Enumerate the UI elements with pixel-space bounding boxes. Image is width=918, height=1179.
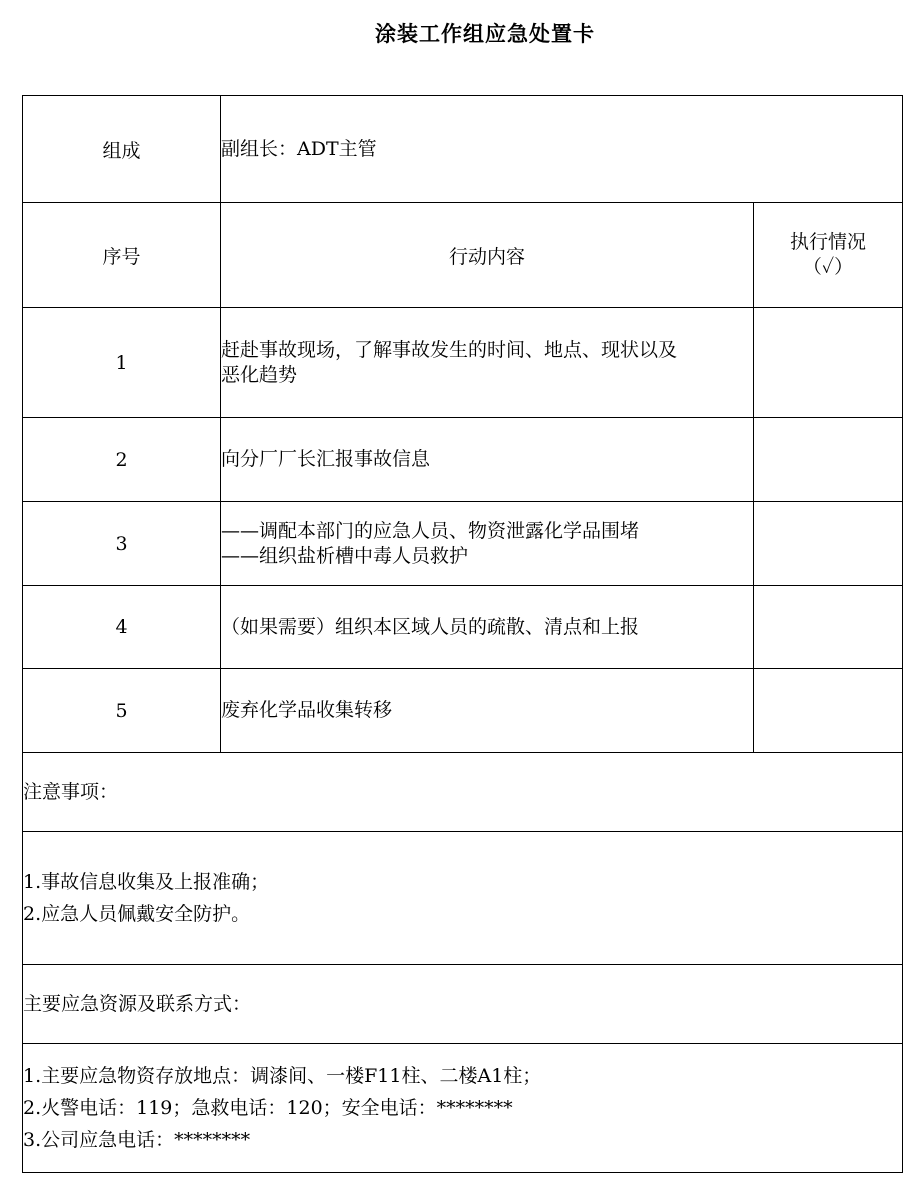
row-status-cell[interactable] xyxy=(754,502,903,586)
row-number: 1 xyxy=(23,308,221,418)
row-status-cell[interactable] xyxy=(754,308,903,418)
resources-heading: 主要应急资源及联系方式： xyxy=(23,965,903,1044)
table-row xyxy=(23,308,903,418)
composition-label: 组成 xyxy=(23,96,221,203)
emergency-card-table xyxy=(22,95,903,1173)
row-number: 4 xyxy=(23,586,221,669)
row-number: 5 xyxy=(23,669,221,753)
row-content: 废弃化学品收集转移 xyxy=(221,669,754,753)
resources-body-row xyxy=(23,1044,903,1173)
composition-value: 副组长：ADT主管 xyxy=(221,96,903,203)
resource-item: 2.火警电话：119；急救电话：120；安全电话：******** xyxy=(23,1097,513,1119)
note-item: 1.事故信息收集及上报准确； xyxy=(23,871,270,893)
table-row xyxy=(23,669,903,753)
row-status-cell[interactable] xyxy=(754,669,903,753)
note-item: 2.应急人员佩戴安全防护。 xyxy=(23,903,251,925)
resources-body xyxy=(23,1044,903,1173)
status-header-mark: （✓） xyxy=(802,256,854,278)
seq-header: 序号 xyxy=(23,203,221,308)
row-content: 赶赴事故现场，了解事故发生的时间、地点、现状以及 恶化趋势 xyxy=(221,308,754,418)
header-row xyxy=(23,203,903,308)
row-number: 3 xyxy=(23,502,221,586)
table-row xyxy=(23,418,903,502)
row-number: 2 xyxy=(23,418,221,502)
status-header xyxy=(754,203,903,308)
table-row xyxy=(23,586,903,669)
page-title: 涂装工作组应急处置卡 xyxy=(375,22,595,46)
row-content: 向分厂厂长汇报事故信息 xyxy=(221,418,754,502)
row-content: （如果需要）组织本区域人员的疏散、清点和上报 xyxy=(221,586,754,669)
composition-row xyxy=(23,96,903,203)
resource-item: 1.主要应急物资存放地点：调漆间、一楼F11柱、二楼A1柱； xyxy=(23,1065,542,1087)
row-content: ——调配本部门的应急人员、物资泄露化学品围堵 ——组织盐析槽中毒人员救护 xyxy=(221,502,754,586)
notes-heading-row xyxy=(23,753,903,832)
notes-heading: 注意事项： xyxy=(23,753,903,832)
action-header: 行动内容 xyxy=(221,203,754,308)
row-status-cell[interactable] xyxy=(754,418,903,502)
resource-item: 3.公司应急电话：******** xyxy=(23,1129,251,1151)
row-status-cell[interactable] xyxy=(754,586,903,669)
resources-heading-row xyxy=(23,965,903,1044)
notes-body-row xyxy=(23,832,903,965)
table-row xyxy=(23,502,903,586)
status-header-label: 执行情况 xyxy=(790,231,867,253)
notes-body xyxy=(23,832,903,965)
